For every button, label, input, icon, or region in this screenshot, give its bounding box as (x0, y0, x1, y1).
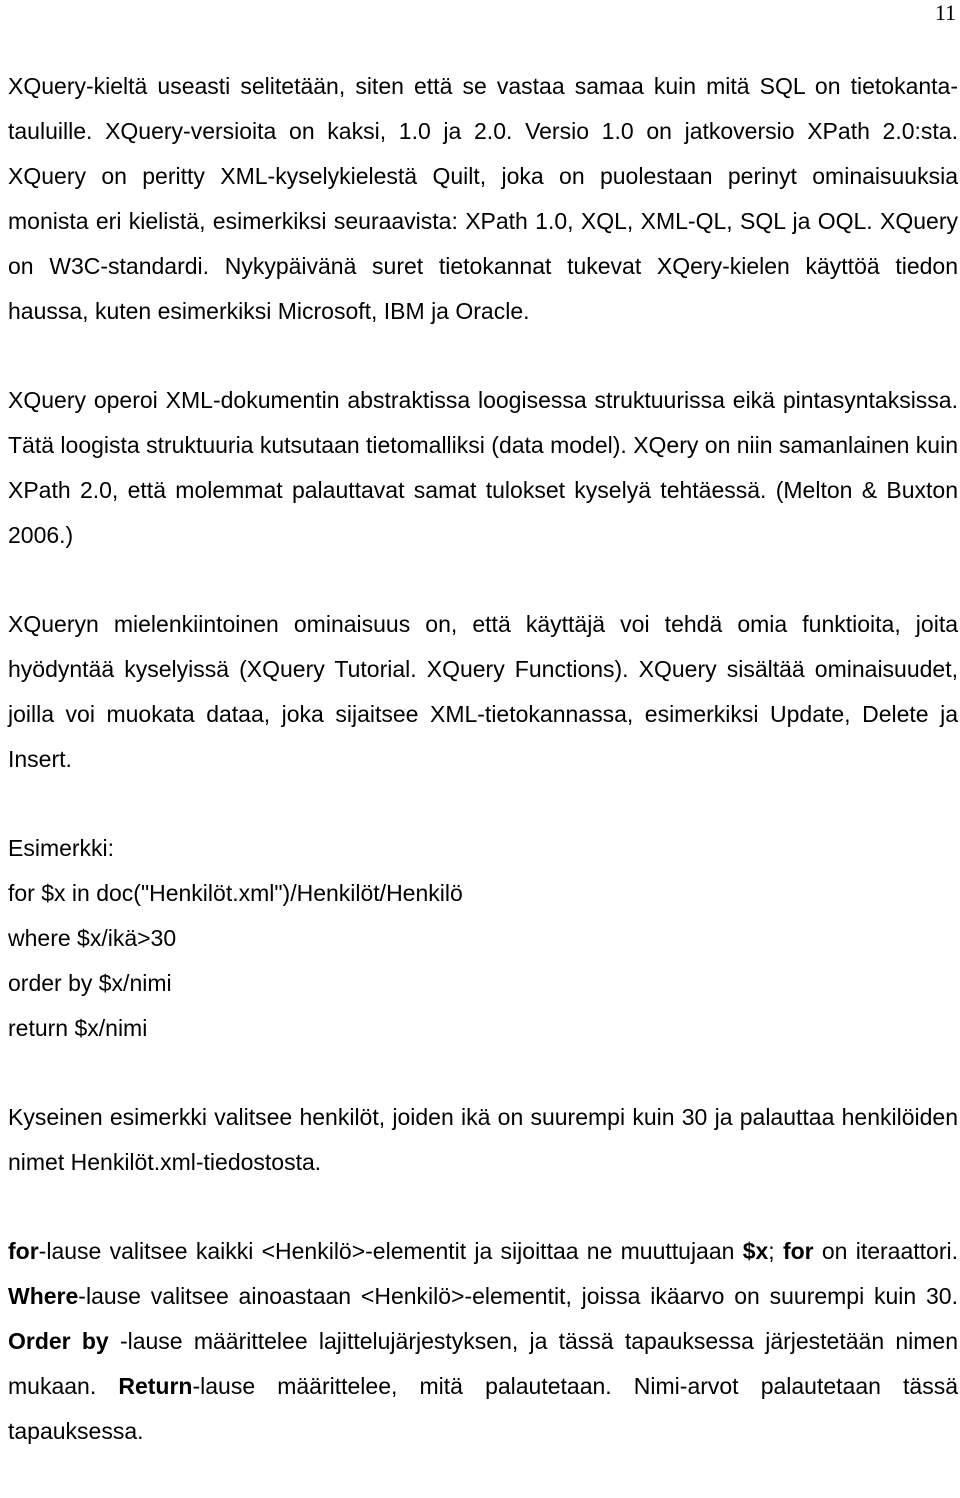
paragraph-gap (8, 558, 958, 602)
example-heading: Esimerkki: (8, 835, 115, 861)
page-number: 11 (934, 0, 956, 25)
paragraph-gap (8, 1051, 958, 1095)
keyword-order-by: Order by (8, 1328, 109, 1354)
keyword-for: for (8, 1238, 39, 1264)
keyword-variable-x: $x (742, 1238, 769, 1264)
paragraph-gap (8, 782, 958, 826)
keyword-for: for (782, 1238, 814, 1264)
paragraph-gap (8, 334, 958, 378)
explanation-text: -lause valitsee ainoastaan <Henkilö>-elementit, joissa ikäarvo on suurempi kuin 30. (78, 1283, 958, 1309)
example-code-line: where $x/ikä>30 (8, 925, 177, 951)
example-code-line: order by $x/nimi (8, 970, 172, 996)
paragraph-clause-explanation (8, 1229, 958, 1454)
explanation-text: -lause määrittelee, mitä palautetaan. Nimi-arvot palautetaan tässä tapauksessa. (8, 1373, 958, 1444)
keyword-return: Return (118, 1373, 193, 1399)
explanation-text: -lause valitsee kaikki <Henkilö>-elementit ja sijoittaa ne muuttujaan (38, 1238, 743, 1264)
document-body (8, 64, 958, 1454)
keyword-where: Where (8, 1283, 79, 1309)
explanation-text: ; (768, 1238, 783, 1264)
explanation-text: -lause määrittelee lajittelujärjestyksen, ja tässä tapauksessa järjestetään nimen mukaan. (8, 1328, 958, 1399)
example-code-line: return $x/nimi (8, 1015, 148, 1041)
paragraph-xquery-intro: XQuery-kieltä useasti selitetään, siten että se vastaa samaa kuin mitä SQL on tietokanta-tauluille. XQuery-versioita on kaksi, 1.0 ja 2.0. Versio 1.0 on jatkoversio XPath 2.0:sta. XQuery on peritty XML-kyselykielestä Quilt, joka on puolestaan perinyt ominaisuuksia monista eri kielistä, esimerkiksi seuraavista: XPath 1.0, XQL, XML-QL, SQL ja OQL. XQuery on W3C-standardi. Nykypäivänä suret tietokannat tukevat XQery-kielen käyttöä tiedon haussa, kuten esimerkiksi Microsoft, IBM ja Oracle. (8, 73, 958, 324)
paragraph-gap (8, 1185, 958, 1229)
paragraph-example-description: Kyseinen esimerkki valitsee henkilöt, joiden ikä on suurempi kuin 30 ja palauttaa henkilöiden nimet Henkilöt.xml-tiedostosta. (8, 1104, 958, 1175)
example-block (8, 826, 958, 1051)
example-code-line: for $x in doc("Henkilöt.xml")/Henkilöt/Henkilö (8, 880, 463, 906)
paragraph-functions: XQueryn mielenkiintoinen ominaisuus on, että käyttäjä voi tehdä omia funktioita, joita hyödyntää kyselyissä (XQuery Tutorial. XQuery Functions). XQuery sisältää ominaisuudet, joilla voi muokata dataa, joka sijaitsee XML-tietokannassa, esimerkiksi Update, Delete ja Insert. (8, 611, 958, 772)
paragraph-data-model: XQuery operoi XML-dokumentin abstraktissa loogisessa struktuurissa eikä pintasyntaksissa. Tätä loogista struktuuria kutsutaan tietomalliksi (data model). XQery on niin samanlainen kuin XPath 2.0, että molemmat palauttavat samat tulokset kyselyä tehtäessä. (Melton & Buxton 2006.) (8, 387, 958, 548)
explanation-text: on iteraattori. (813, 1238, 958, 1264)
